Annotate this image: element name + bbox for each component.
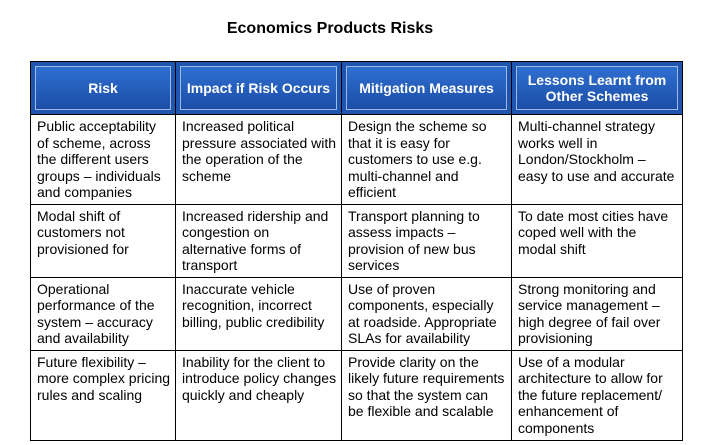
impact-cell: Increased political pressure associated with the operation of the scheme	[176, 115, 342, 205]
table-row	[31, 277, 683, 350]
table-header-row	[31, 62, 683, 115]
mitigation-cell: Design the scheme so that it is easy for customers to use e.g. multi-channel and efficient	[342, 115, 512, 205]
column-header-mitigation: Mitigation Measures	[342, 62, 512, 115]
page-title: Economics Products Risks	[226, 20, 434, 37]
column-header-lessons: Lessons Learnt from Other Schemes	[512, 62, 683, 115]
column-header-impact: Impact if Risk Occurs	[176, 62, 342, 115]
impact-cell: Inability for the client to introduce policy changes quickly and cheaply	[176, 350, 342, 440]
column-header-risk: Risk	[31, 62, 176, 115]
lessons-cell: Strong monitoring and service management – high degree of fail over provisioning	[512, 277, 683, 350]
lessons-cell: Multi-channel strategy works well in London/Stockholm – easy to use and accurate	[512, 115, 683, 205]
risk-cell: Future flexibility – more complex pricing rules and scaling	[31, 350, 176, 440]
table-row	[31, 115, 683, 205]
risk-cell: Modal shift of customers not provisioned for	[31, 204, 176, 277]
mitigation-cell: Provide clarity on the likely future requirements so that the system can be flexible and scalable	[342, 350, 512, 440]
mitigation-cell: Use of proven components, especially at roadside. Appropriate SLAs for availability	[342, 277, 512, 350]
impact-cell: Inaccurate vehicle recognition, incorrect billing, public credibility	[176, 277, 342, 350]
risk-table	[30, 61, 683, 441]
mitigation-cell: Transport planning to assess impacts – provision of new bus services	[342, 204, 512, 277]
impact-cell: Increased ridership and congestion on alternative forms of transport	[176, 204, 342, 277]
lessons-cell: To date most cities have coped well with the modal shift	[512, 204, 683, 277]
risk-cell: Operational performance of the system – accuracy and availability	[31, 277, 176, 350]
risk-cell: Public acceptability of scheme, across the different users groups – individuals and companies	[31, 115, 176, 205]
lessons-cell: Use of a modular architecture to allow for the future replacement/ enhancement of components	[512, 350, 683, 440]
table-row	[31, 350, 683, 440]
table-row	[31, 204, 683, 277]
